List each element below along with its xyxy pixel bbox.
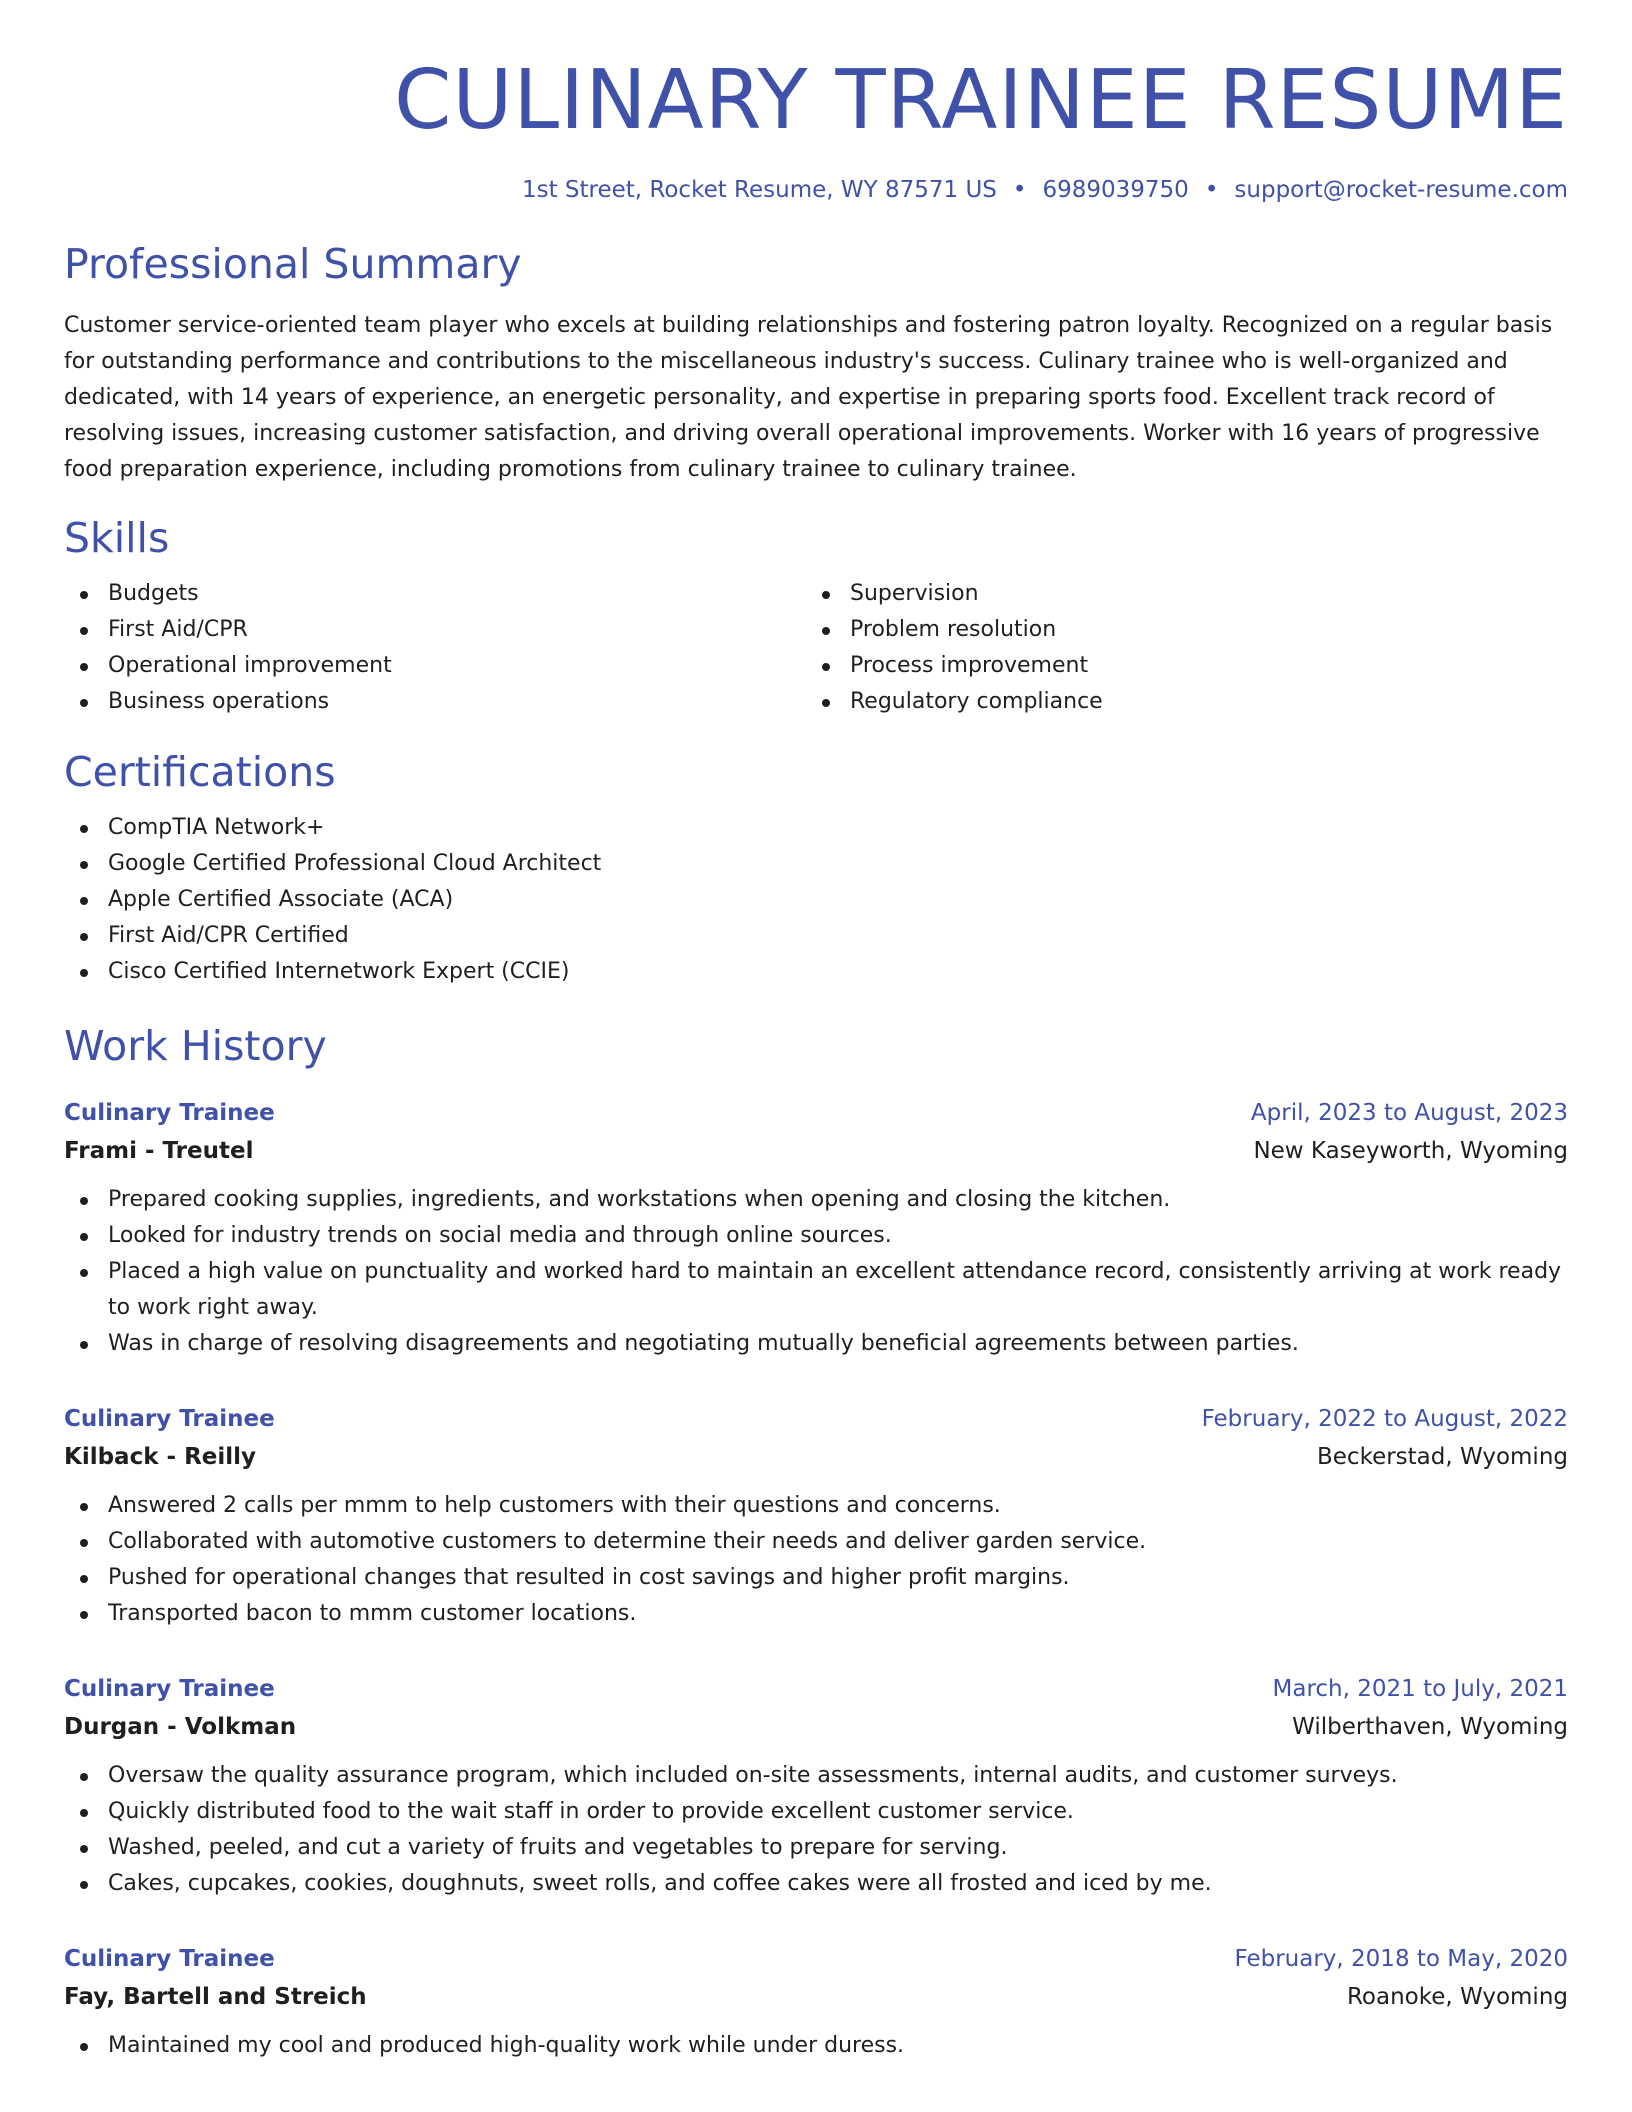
skill-item: Regulatory compliance <box>806 684 1568 720</box>
contact-separator: • <box>1204 177 1219 203</box>
job-duties <box>64 1758 1568 1902</box>
contact-email: support@rocket-resume.com <box>1234 177 1568 203</box>
job-duties <box>64 1488 1568 1632</box>
certification-item: First Aid/CPR Certified <box>64 918 1568 954</box>
job-duty: Cakes, cupcakes, cookies, doughnuts, sweet rolls, and coffee cakes were all frosted and iced by me. <box>64 1866 1568 1902</box>
skills-list-right <box>806 576 1568 720</box>
job-duty: Quickly distributed food to the wait staff in order to provide excellent customer service. <box>64 1794 1568 1830</box>
skill-item: Budgets <box>64 576 806 612</box>
job-title: Culinary Trainee <box>64 1946 275 1972</box>
job-entry <box>64 1940 1568 2064</box>
job-title: Culinary Trainee <box>64 1100 275 1126</box>
resume-name: CULINARY TRAINEE RESUME <box>394 53 1568 148</box>
job-title: Culinary Trainee <box>64 1676 275 1702</box>
skill-item: Operational improvement <box>64 648 806 684</box>
job-duty: Looked for industry trends on social media and through online sources. <box>64 1218 1568 1254</box>
job-company-row <box>64 1978 1568 2016</box>
job-header-row <box>64 1094 1568 1132</box>
job-duty: Prepared cooking supplies, ingredients, and workstations when opening and closing the kitchen. <box>64 1182 1568 1218</box>
skill-item: Supervision <box>806 576 1568 612</box>
job-company-row <box>64 1708 1568 1746</box>
section-title-certifications: Certifications <box>64 748 336 796</box>
contact-phone: 6989039750 <box>1042 177 1189 203</box>
job-company: Frami - Treutel <box>64 1138 254 1164</box>
skill-item: Process improvement <box>806 648 1568 684</box>
job-location: Beckerstad, Wyoming <box>1317 1444 1568 1470</box>
skills-grid <box>64 576 1568 720</box>
skills-list-left <box>64 576 806 720</box>
job-company: Kilback - Reilly <box>64 1444 257 1470</box>
job-company-row <box>64 1132 1568 1170</box>
job-header-row <box>64 1940 1568 1978</box>
job-location: Wilberthaven, Wyoming <box>1292 1714 1568 1740</box>
contact-line <box>64 174 1568 206</box>
job-duty: Maintained my cool and produced high-quality work while under duress. <box>64 2028 1568 2064</box>
certification-item: CompTIA Network+ <box>64 810 1568 846</box>
job-dates: February, 2018 to May, 2020 <box>1234 1946 1568 1972</box>
job-company-row <box>64 1438 1568 1476</box>
certification-item: Apple Certified Associate (ACA) <box>64 882 1568 918</box>
skill-item: Business operations <box>64 684 806 720</box>
job-company: Fay, Bartell and Streich <box>64 1984 367 2010</box>
job-duties <box>64 2028 1568 2064</box>
job-duty: Transported bacon to mmm customer locations. <box>64 1596 1568 1632</box>
job-location: New Kaseyworth, Wyoming <box>1253 1138 1568 1164</box>
job-header-row <box>64 1400 1568 1438</box>
job-title: Culinary Trainee <box>64 1406 275 1432</box>
certification-item: Cisco Certified Internetwork Expert (CCIE) <box>64 954 1568 990</box>
job-duty: Pushed for operational changes that resulted in cost savings and higher profit margins. <box>64 1560 1568 1596</box>
skill-item: First Aid/CPR <box>64 612 806 648</box>
job-dates: April, 2023 to August, 2023 <box>1250 1100 1568 1126</box>
job-duties <box>64 1182 1568 1362</box>
summary-text: Customer service-oriented team player who excels at building relationships and fostering patron loyalty. Recognized on a regular basis for outstanding performance and contributions to the miscellaneous industry's success. Culinary trainee who is well-organized and dedicated, with 14 years of experience, an energetic personality, and expertise in preparing sports food. Excellent track record of resolving issues, increasing customer satisfaction, and driving overall operational improvements. Worker with 16 years of progressive food preparation experience, including promotions from culinary trainee to culinary trainee. <box>64 313 1553 482</box>
certifications-list <box>64 810 1568 990</box>
job-company: Durgan - Volkman <box>64 1714 297 1740</box>
job-dates: March, 2021 to July, 2021 <box>1272 1676 1568 1702</box>
job-header-row <box>64 1670 1568 1708</box>
job-duty: Washed, peeled, and cut a variety of fruits and vegetables to prepare for serving. <box>64 1830 1568 1866</box>
job-duty: Answered 2 calls per mmm to help customers with their questions and concerns. <box>64 1488 1568 1524</box>
contact-separator: • <box>1012 177 1027 203</box>
job-duty: Collaborated with automotive customers to determine their needs and deliver garden service. <box>64 1524 1568 1560</box>
resume-header <box>64 46 1568 206</box>
certification-item: Google Certified Professional Cloud Architect <box>64 846 1568 882</box>
section-title-summary: Professional Summary <box>64 240 522 288</box>
job-entry <box>64 1400 1568 1632</box>
section-title-skills: Skills <box>64 514 170 562</box>
skill-item: Problem resolution <box>806 612 1568 648</box>
job-duty: Oversaw the quality assurance program, which included on-site assessments, internal audits, and customer surveys. <box>64 1758 1568 1794</box>
job-duty: Placed a high value on punctuality and worked hard to maintain an excellent attendance record, consistently arriving at work ready to work right away. <box>64 1254 1568 1326</box>
job-duty: Was in charge of resolving disagreements and negotiating mutually beneficial agreements between parties. <box>64 1326 1568 1362</box>
job-entry <box>64 1670 1568 1902</box>
job-dates: February, 2022 to August, 2022 <box>1201 1406 1568 1432</box>
contact-address: 1st Street, Rocket Resume, WY 87571 US <box>521 177 997 203</box>
job-entry <box>64 1094 1568 1362</box>
section-title-work-history: Work History <box>64 1022 327 1070</box>
job-location: Roanoke, Wyoming <box>1346 1984 1568 2010</box>
